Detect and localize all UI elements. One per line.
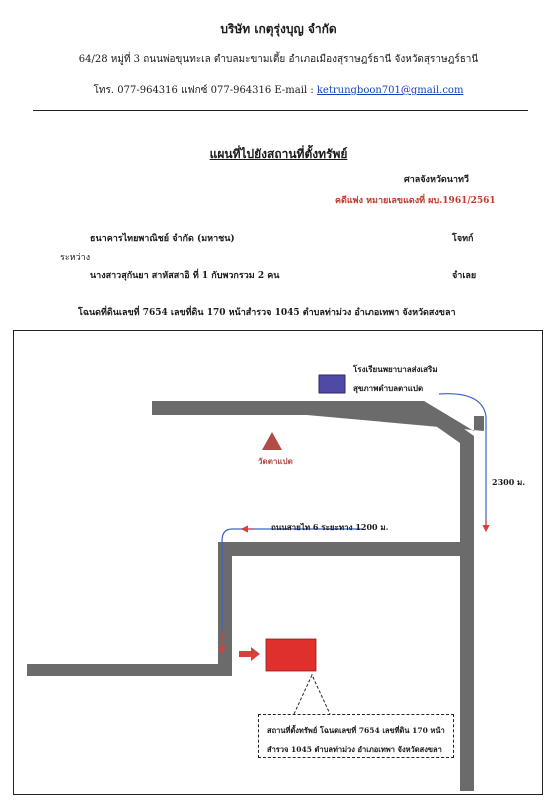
callout-line-2: สำรวจ 1045 ตำบลท่าม่วง อำเภอเทพา จังหวัดสงขลา bbox=[267, 745, 442, 754]
header-divider bbox=[33, 110, 528, 111]
document-title: แผนที่ไปยังสถานที่ตั้งทรัพย์ bbox=[209, 147, 348, 161]
company-address: 64/28 หมู่ที่ 3 ถนนพ่อขุนทะเล ตำบลมะขามเตี้ย อำเภอเมืองสุราษฎร์ธานี จังหวัดสุราษฎร์ธานี bbox=[78, 54, 479, 65]
defendant-role: จำเลย bbox=[452, 271, 477, 281]
phone-fax-text: โทร. 077-964316 แฟกซ์ 077-964316 E-mail : bbox=[93, 85, 317, 96]
callout-line-1: สถานที่ตั้งทรัพย์ โฉนดเลขที่ 7654 เลขที่ดิน 170 หน้า bbox=[267, 726, 445, 735]
company-contact bbox=[0, 83, 557, 98]
location-map bbox=[13, 330, 543, 795]
pointer-arrow-icon bbox=[239, 647, 260, 661]
soi-distance-label: ถนนสายไท 6 ระยะทาง 1200 ม. bbox=[271, 522, 389, 532]
callout-leader bbox=[294, 675, 330, 714]
hospital-icon bbox=[319, 375, 345, 393]
between-label: ระหว่าง bbox=[60, 253, 91, 263]
case-number: คดีแพ่ง หมายเลขแดงที่ ผบ.1961/2561 bbox=[335, 196, 496, 206]
temple-icon bbox=[262, 432, 282, 450]
hospital-label-line2: สุขภาพตำบลตาแปด bbox=[353, 383, 424, 393]
deed-info: โฉนดที่ดินเลขที่ 7654 เลขที่ดิน 170 หน้าสำรวจ 1045 ตำบลท่าม่วง อำเภอเทพา จังหวัดสงขลา bbox=[78, 308, 456, 318]
email-link[interactable]: ketrungboon701@gmail.com bbox=[316, 85, 464, 96]
plaintiff-name: ธนาคารไทยพาณิชย์ จำกัด (มหาชน) bbox=[90, 234, 235, 244]
property-marker bbox=[266, 639, 316, 671]
distance-main-label: 2300 ม. bbox=[492, 477, 526, 487]
company-name: บริษัท เกตุรุ่งบุญ จำกัด bbox=[220, 22, 337, 36]
temple-label: วัดตาแปด bbox=[258, 456, 293, 466]
defendant-name: นางสาวสุกันยา สาหัสสาอิ ที่ 1 กับพวกรวม 2 คน bbox=[90, 271, 280, 281]
court-name: ศาลจังหวัดนาทวี bbox=[404, 175, 469, 185]
plaintiff-role: โจทก์ bbox=[452, 234, 474, 244]
hospital-label-line1: โรงเรียนพยาบาลส่งเสริม bbox=[353, 364, 438, 374]
property-callout bbox=[258, 714, 454, 758]
